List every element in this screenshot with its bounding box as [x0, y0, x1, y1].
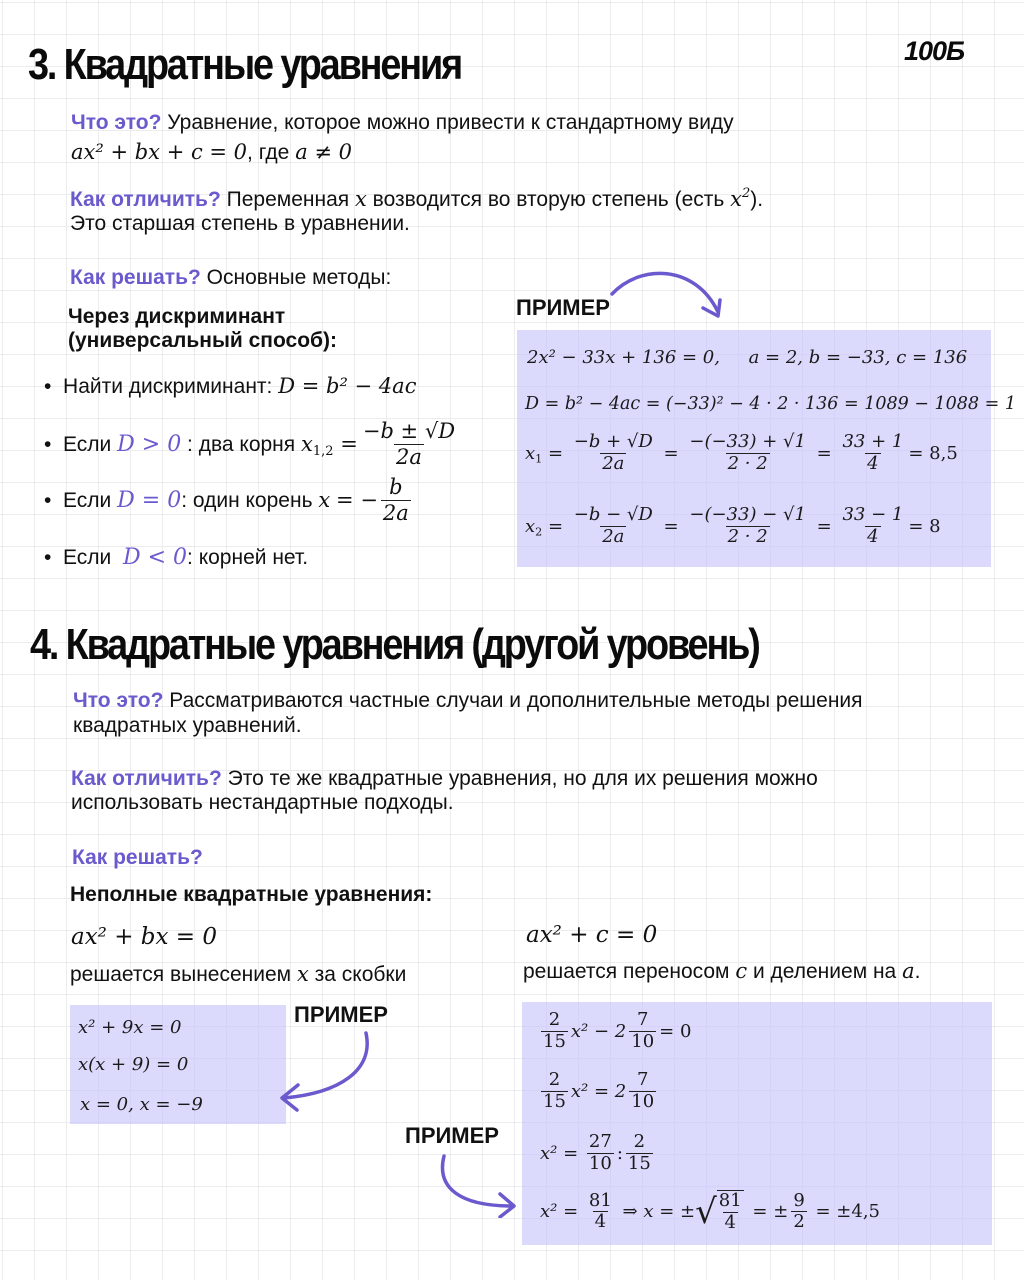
bullet-dot: •: [44, 488, 52, 512]
frac: $\frac{-(-33) - √1}{2 \cdot 2}$: [689, 504, 806, 547]
what-label: Что это?: [71, 111, 162, 134]
section-4-what-line2: квадратных уравнений.: [73, 714, 302, 737]
x1-result: = 8,5: [908, 442, 958, 464]
x2-result: = 8: [908, 515, 941, 537]
bullet-text: : два корня: [187, 432, 296, 456]
incomplete-equations-title: Неполные квадратные уравнения:: [70, 883, 433, 906]
case1-line-3: x = 0, x = −9: [80, 1094, 203, 1115]
var-x: x: [354, 187, 367, 211]
bullet-dot: •: [44, 375, 52, 398]
case1-formula: ax² + bx = 0: [71, 924, 218, 950]
what-text: Уравнение, которое можно привести к стандартному виду: [167, 111, 734, 134]
example-label-1: ПРИМЕР: [516, 295, 610, 320]
case2-formula: ax² + c = 0: [526, 922, 658, 948]
section-3-distinguish: [70, 187, 763, 212]
x-squared: $x^2$: [730, 185, 751, 211]
roots-formula: $x_{1,2}$ =: [301, 431, 358, 459]
bullet-text: : один корень: [181, 488, 313, 512]
example-x1: $x_1$ = $\frac{-b + √D}{2a}$ = $\frac{-(-33) + √1}{2 \cdot 2}$ = $\frac{33 + 1}{4}$ = 8,5: [525, 431, 958, 474]
section-4-what: [73, 688, 863, 713]
condition-d-negative: D < 0: [122, 545, 188, 570]
root-var: x: [318, 487, 331, 512]
what-label: Что это?: [73, 689, 164, 712]
example-label-3: ПРИМЕР: [405, 1123, 499, 1148]
example-x2: $x_2$ = $\frac{-b - √D}{2a}$ = $\frac{-(-33) - √1}{2 \cdot 2}$ = $\frac{33 - 1}{4}$ = 8: [525, 504, 941, 547]
case2-line-2: $\frac{2}{15}$ x² = 2 $\frac{7}{10}$: [543, 1069, 655, 1112]
solve-text: Основные методы:: [206, 266, 392, 289]
solve-label: Как решать?: [70, 266, 201, 289]
where-text: , где: [247, 141, 290, 164]
bullet-d-positive: [44, 418, 460, 470]
bullet-prefix: Если: [63, 546, 112, 569]
distinguish-label: Как отличить?: [70, 188, 221, 211]
roots-fraction: $\frac{-b \pm √D}{2a}$: [362, 419, 456, 469]
section-3-solve: [70, 265, 391, 290]
what-text: Рассматриваются частные случаи и дополнительные методы решения: [169, 689, 863, 712]
bullet-text: : корней нет.: [187, 546, 309, 569]
example-box-case1: [70, 1005, 286, 1124]
root-sign: = −: [336, 487, 378, 512]
case1-description: решается вынесением x за скобки: [70, 962, 407, 986]
example-box-case2: [522, 1002, 992, 1245]
method-title-1: Через дискриминант: [68, 305, 286, 328]
bullet-prefix: Если: [63, 432, 112, 456]
case1-line-2: x(x + 9) = 0: [78, 1054, 189, 1075]
bullet-d-zero: [44, 474, 414, 526]
sqrt-icon: √: [695, 1191, 717, 1232]
distinguish-text: Переменная: [226, 188, 350, 211]
section-4-distinguish: [71, 766, 818, 791]
brand-logo: 100Б: [904, 36, 965, 66]
arrow-icon: [600, 266, 730, 326]
standard-form-line: [71, 140, 352, 165]
example-box-discriminant: [517, 330, 1016, 567]
section-4-distinguish-line2: использовать нестандартные подходы.: [71, 791, 454, 814]
example-label-2: ПРИМЕР: [294, 1002, 388, 1027]
distinguish-label: Как отличить?: [71, 767, 222, 790]
standard-form-formula: ax² + bx + c = 0: [71, 140, 248, 164]
discriminant-formula: D = b² − 4ac: [278, 374, 417, 398]
example-coefficients: a = 2, b = −33, c = 136: [748, 347, 968, 368]
bullet-dot: •: [44, 546, 52, 569]
example-equation: 2x² − 33x + 136 = 0, a = 2, b = −33, c = 136: [527, 347, 968, 368]
case2-line-4: x² = $\frac{81}{4}$ ⇒ x = ± √ $\frac{81}{4}$ = ± $\frac{9}{2}$ = ±4,5: [540, 1189, 881, 1233]
distinguish-text: Это те же квадратные уравнения, но для их решения можно: [227, 767, 818, 790]
condition-d-positive: D > 0: [117, 431, 182, 457]
bullet-dot: •: [44, 432, 52, 456]
frac: $\frac{33 - 1}{4}$: [842, 504, 904, 547]
bullet-text: Найти дискриминант:: [63, 375, 273, 398]
distinguish-text-2: возводится во вторую степень (есть: [372, 188, 725, 211]
distinguish-text-3: ).: [750, 188, 764, 211]
case1-line-1: x² + 9x = 0: [78, 1017, 182, 1038]
frac: $\frac{-b - √D}{2a}$: [573, 504, 653, 547]
section-3-what: [71, 110, 734, 135]
condition-d-zero: D = 0: [117, 487, 182, 513]
bullet-d-negative: [44, 545, 308, 570]
frac: $\frac{33 + 1}{4}$: [842, 431, 904, 474]
case2-description: решается переносом c и делением на a.: [523, 959, 921, 983]
section-4-title: 4. Квадратные уравнения (другой уровень): [30, 620, 759, 669]
arrow-icon: [430, 1148, 525, 1218]
frac: $\frac{-(-33) + √1}{2 \cdot 2}$: [689, 431, 806, 474]
condition-formula: a ≠ 0: [295, 140, 353, 164]
method-title-2: (универсальный способ):: [68, 329, 338, 352]
single-root-fraction: $\frac{b}{2a}$: [382, 475, 409, 525]
section-4-solve-label: Как решать?: [72, 846, 203, 869]
case2-line-1: $\frac{2}{15}$ x² − 2 $\frac{7}{10}$ = 0: [543, 1009, 692, 1052]
case2-line-3: x² = $\frac{27}{10}$ : $\frac{2}{15}$: [540, 1131, 651, 1174]
section-3-title: 3. Квадратные уравнения: [28, 40, 462, 89]
frac: $\frac{-b + √D}{2a}$: [573, 431, 653, 474]
distinguish-line-2: Это старшая степень в уравнении.: [70, 212, 410, 235]
bullet-prefix: Если: [63, 488, 112, 512]
bullet-find-discriminant: [44, 374, 416, 399]
example-discriminant: D = b² − 4ac = (−33)² − 4 · 2 · 136 = 1089 − 1088 = 1: [525, 394, 1016, 414]
arrow-icon: [270, 1025, 380, 1115]
